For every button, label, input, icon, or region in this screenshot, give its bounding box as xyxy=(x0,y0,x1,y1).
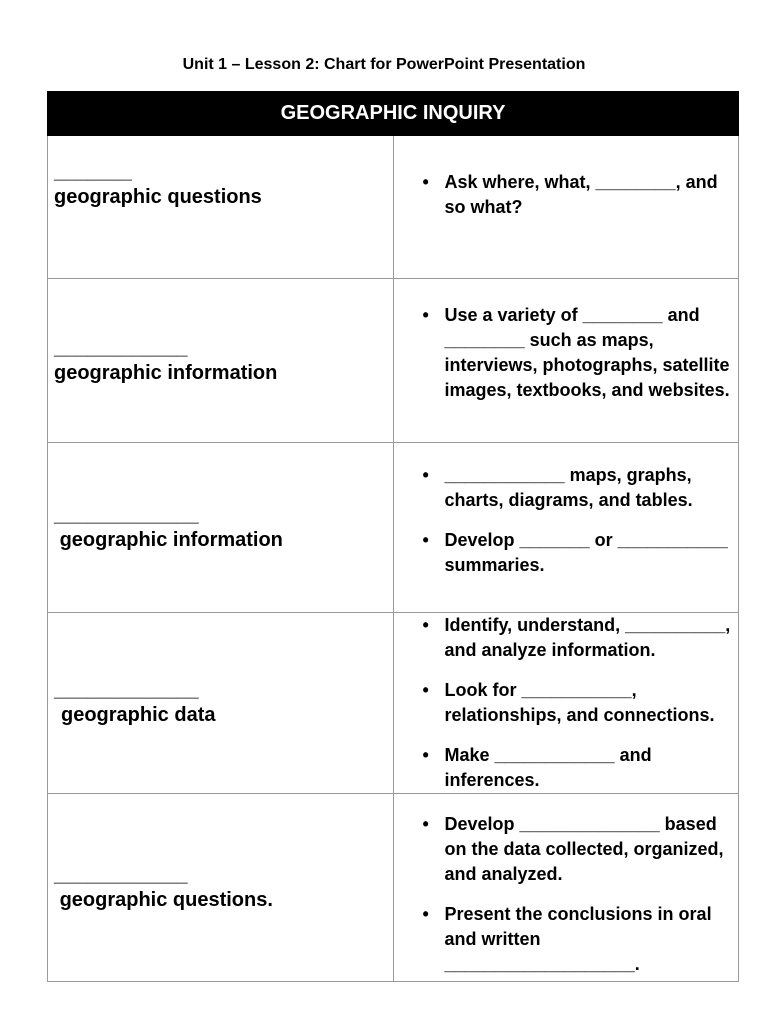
step-cell xyxy=(48,613,394,794)
step-cell xyxy=(48,443,394,613)
bullet-dot-icon: • xyxy=(422,904,429,924)
bullet-text: Develop ______________ based on the data collected, organized, and analyzed. xyxy=(444,814,724,884)
table-row xyxy=(48,794,739,982)
description-cell xyxy=(393,443,739,613)
table-header: GEOGRAPHIC INQUIRY xyxy=(48,92,739,136)
list-item xyxy=(394,613,733,663)
step-label: geographic questions xyxy=(54,186,262,208)
bullet-text: Ask where, what, ________, and so what? xyxy=(444,172,718,217)
step-cell xyxy=(48,794,394,982)
description-cell xyxy=(393,613,739,794)
bullet-list xyxy=(394,613,733,793)
step-label: geographic information xyxy=(54,361,278,384)
fill-in-blank: ____________ xyxy=(54,336,188,359)
list-item xyxy=(394,528,733,578)
step-label: geographic information xyxy=(54,528,283,551)
fill-in-blank: _____________ xyxy=(54,503,199,526)
bullet-list xyxy=(394,463,733,578)
bullet-text: Make ____________ and inferences. xyxy=(444,745,652,790)
bullet-text: ____________ maps, graphs, charts, diagrams, and tables. xyxy=(444,465,693,510)
description-cell xyxy=(393,279,739,443)
bullet-list xyxy=(394,812,733,977)
bullet-dot-icon: • xyxy=(422,465,429,485)
bullet-text: Identify, understand, __________, and analyze information. xyxy=(444,615,731,660)
list-item xyxy=(394,678,733,728)
bullet-text: Develop _______ or ___________ summaries. xyxy=(444,530,728,575)
list-item xyxy=(394,812,733,887)
list-item xyxy=(394,170,733,220)
bullet-list xyxy=(394,303,733,403)
table-row xyxy=(48,443,739,613)
step-label: geographic questions. xyxy=(54,888,273,911)
geographic-inquiry-table xyxy=(47,91,739,982)
bullet-dot-icon: • xyxy=(422,172,429,192)
bullet-list xyxy=(394,170,733,220)
bullet-dot-icon: • xyxy=(422,745,429,765)
list-item xyxy=(394,743,733,793)
step-cell xyxy=(48,279,394,443)
step-label: geographic data xyxy=(61,704,216,726)
bullet-dot-icon: • xyxy=(422,814,429,834)
table-row xyxy=(48,613,739,794)
description-cell xyxy=(393,794,739,982)
list-item xyxy=(394,303,733,403)
bullet-text: Look for ___________, relationships, and connections. xyxy=(444,680,715,725)
bullet-dot-icon: • xyxy=(422,680,429,700)
description-cell xyxy=(393,136,739,279)
step-cell xyxy=(48,136,394,279)
document-title: Unit 1 – Lesson 2: Chart for PowerPoint Presentation xyxy=(182,56,586,73)
bullet-dot-icon: • xyxy=(422,305,429,325)
bullet-text: Use a variety of ________ and ________ such as maps, interviews, photographs, satellite images, textbooks, and websites. xyxy=(444,305,730,400)
bullet-text: Present the conclusions in oral and written ___________________. xyxy=(444,904,712,974)
fill-in-blank: _____________ xyxy=(54,679,199,701)
fill-in-blank: ____________ xyxy=(54,863,188,886)
list-item xyxy=(394,463,733,513)
fill-in-blank: _______ xyxy=(54,161,132,183)
bullet-dot-icon: • xyxy=(422,615,429,635)
table-row xyxy=(48,136,739,279)
list-item xyxy=(394,902,733,977)
bullet-dot-icon: • xyxy=(422,530,429,550)
table-row xyxy=(48,279,739,443)
